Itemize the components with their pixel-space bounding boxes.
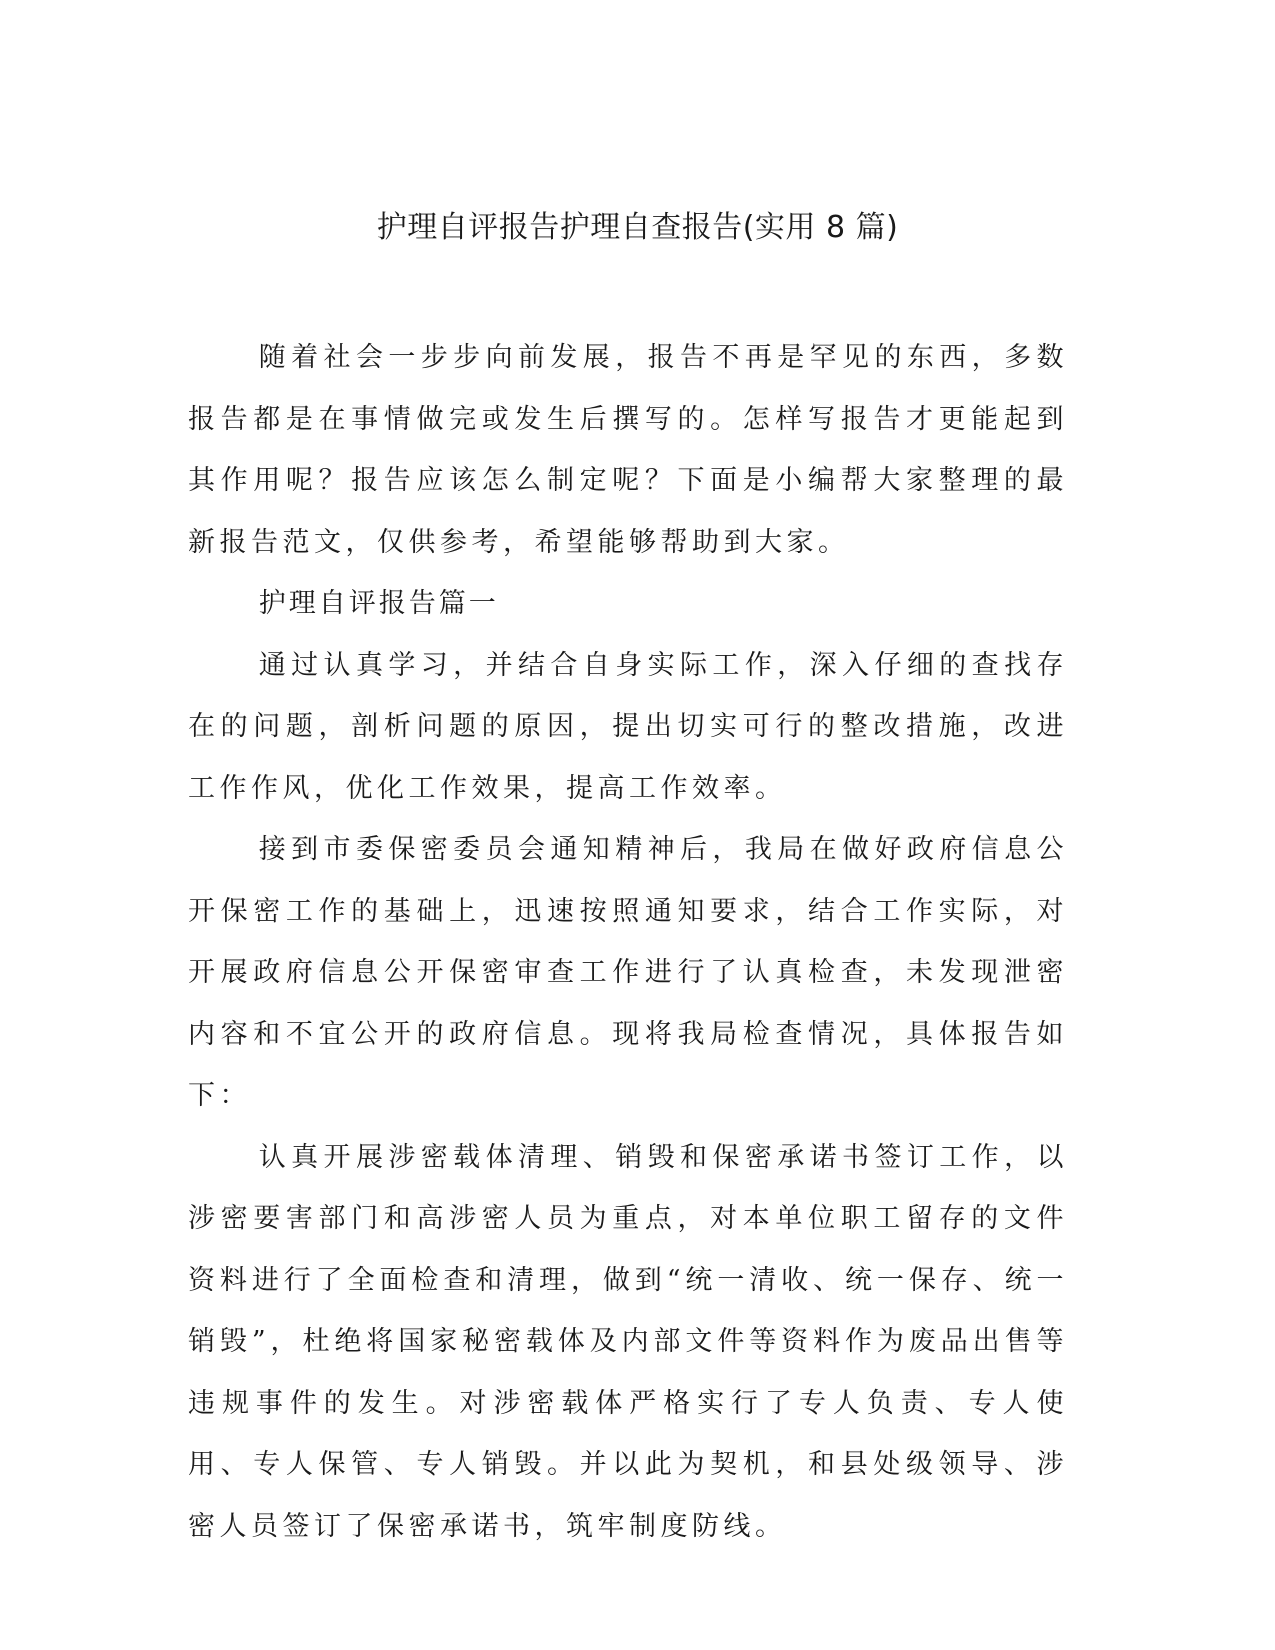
intro-paragraph: 随着社会一步步向前发展，报告不再是罕见的东西，多数报告都是在事情做完或发生后撰写的。怎样写报告才更能起到其作用呢？报告应该怎么制定呢？下面是小编帮大家整理的最新报告范文，仅供参考，希望能够帮助到大家。	[188, 342, 1068, 558]
section-heading: 护理自评报告篇一	[258, 588, 499, 619]
body-paragraph: 认真开展涉密载体清理、销毁和保密承诺书签订工作，以涉密要害部门和高涉密人员为重点，对本单位职工留存的文件资料进行了全面检查和清理，做到“统一清收、统一保存、统一销毁”，杜绝将国家秘密载体及内部文件等资料作为废品出售等违规事件的发生。对涉密载体严格实行了专人负责、专人使用、专人保管、专人销毁。并以此为契机，和县处级领导、涉密人员签订了保密承诺书，筑牢制度防线。	[188, 1141, 1068, 1542]
document-body	[188, 327, 1068, 1557]
body-paragraph: 通过认真学习，并结合自身实际工作，深入仔细的查找存在的问题，剖析问题的原因，提出切实可行的整改措施，改进工作作风，优化工作效果，提高工作效率。	[188, 649, 1068, 804]
body-paragraph: 接到市委保密委员会通知精神后，我局在做好政府信息公开保密工作的基础上，迅速按照通知要求，结合工作实际，对开展政府信息公开保密审查工作进行了认真检查，未发现泄密内容和不宜公开的政府信息。现将我局检查情况，具体报告如下：	[188, 834, 1068, 1111]
document-title: 护理自评报告护理自查报告(实用 8 篇)	[376, 210, 899, 245]
